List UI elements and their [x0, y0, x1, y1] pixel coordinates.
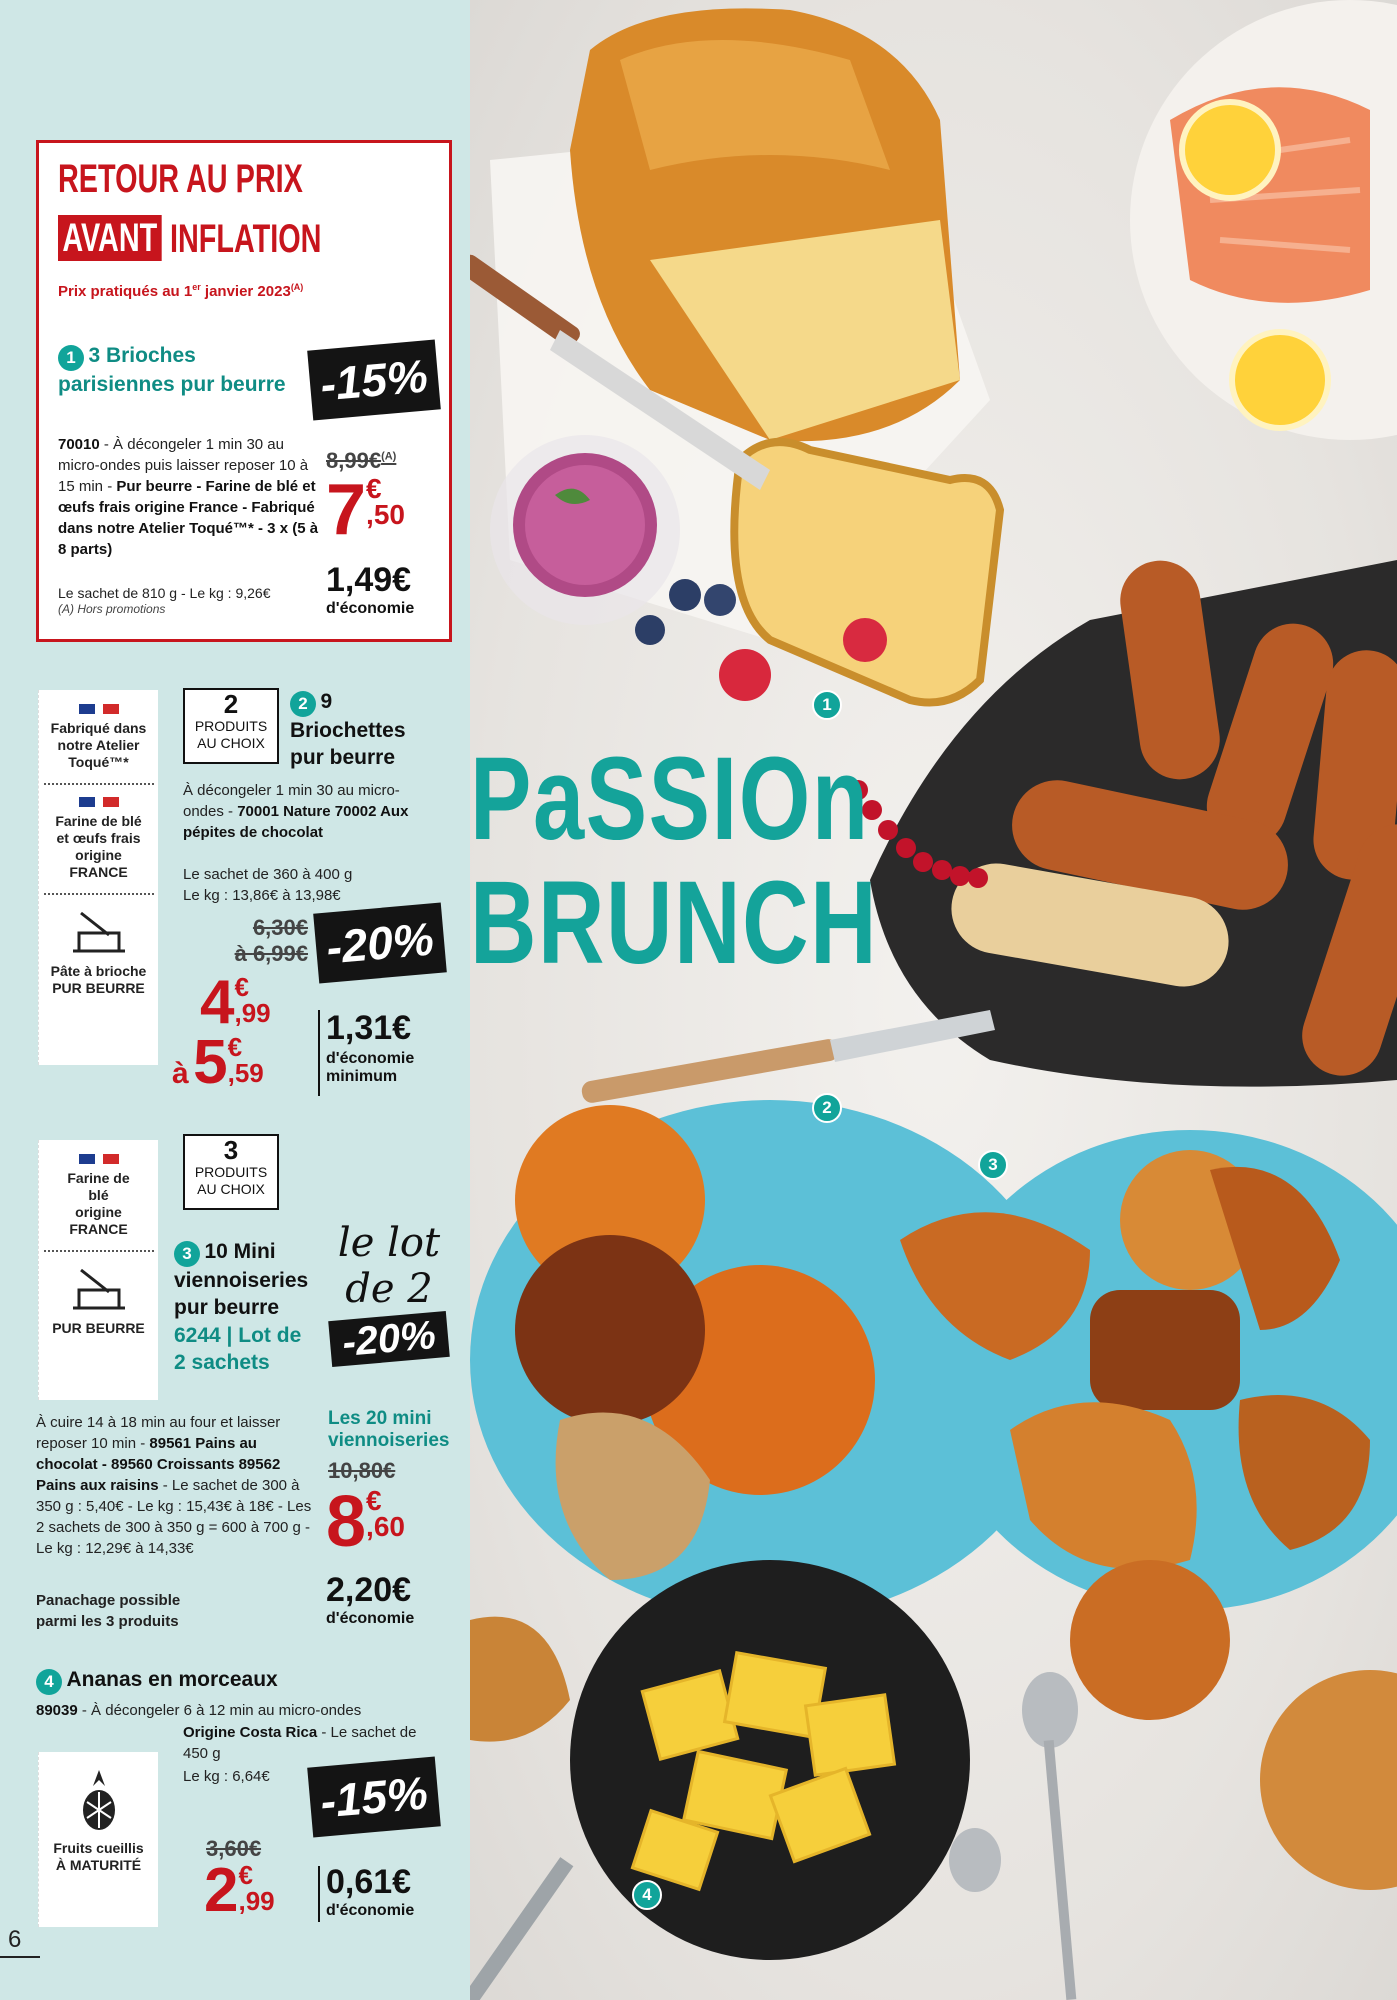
product2-title — [290, 688, 440, 771]
ticket-fruits-cueillis: Fruits cueillis À MATURITÉ — [53, 1840, 144, 1873]
product4-kg: Le kg : 6,64€ — [183, 1768, 270, 1785]
quality-ticket-1 — [38, 690, 158, 1065]
photo-marker-4: 4 — [632, 1880, 662, 1910]
product4-number: 4 — [36, 1669, 62, 1695]
product2-saving-divider — [318, 1010, 320, 1096]
product1-name: 3 Brioches parisiennes pur beurre — [58, 344, 286, 396]
photo-marker-3: 3 — [978, 1150, 1008, 1180]
ticket-pate-a-brioche: Pâte à brioche — [50, 963, 147, 979]
french-flag-icon — [71, 704, 127, 714]
kneading-icon — [69, 907, 129, 957]
product3-name: 10 Mini viennoiseries pur beurre — [174, 1240, 309, 1319]
product3-description: À cuire 14 à 18 min au four et laisser reposer 10 min - 89561 Pains au chocolat - 89560 Croissants 89562 Pains aux raisins - Le sachet de 300 à 350 g : 5,40€ - Le kg : 15,43€ à 18€ - Les 2 sachets de 300 à 350 g = 600 à 700 g - Le kg : 12,29€ à 14,33€ — [36, 1414, 312, 1557]
product3-choice-box: 3 PRODUITS AU CHOIX — [183, 1134, 279, 1210]
product4-description: 89039 - À décongeler 6 à 12 min au micro-ondes — [36, 1702, 362, 1719]
product2-old-price: 6,30€ à 6,99€ — [234, 915, 308, 966]
avant-label: AVANT — [58, 215, 162, 261]
product4-saving-divider — [318, 1866, 320, 1922]
product1-footnote: (A) Hors promotions — [58, 602, 166, 616]
headline — [470, 733, 890, 989]
retour-line1: RETOUR AU PRIX — [58, 157, 303, 201]
product2-discount-badge: -20% — [313, 903, 447, 984]
product3-price: 8 € ,60 — [326, 1482, 405, 1562]
product2-description: À décongeler 1 min 30 au micro-ondes - 70001 Nature 70002 Aux pépites de chocolat — [183, 782, 409, 841]
inflation-label: INFLATION — [170, 217, 322, 261]
quality-ticket-3 — [38, 1752, 158, 1927]
product4-old-price: 3,60€ — [206, 1836, 262, 1861]
product2-weight: Le sachet de 360 à 400 g — [183, 866, 353, 883]
product3-saving: 2,20€ — [326, 1571, 412, 1609]
photo-marker-2: 2 — [812, 1093, 842, 1123]
product3-old-price: 10,80€ — [328, 1458, 396, 1483]
pineapple-icon — [79, 1768, 119, 1832]
product1-price: 7 € ,50 — [326, 470, 405, 550]
headline-line1: PaSSIOn — [470, 733, 870, 865]
page-number-rule — [0, 1956, 40, 1958]
product4-saving: 0,61€ — [326, 1863, 412, 1901]
product4-discount-badge: -15% — [307, 1757, 441, 1838]
product1-weight: Le sachet de 810 g - Le kg : 9,26€ — [58, 585, 271, 601]
page-number: 6 — [8, 1926, 22, 1953]
product2-price-to: à 5 € ,59 — [172, 1028, 264, 1097]
product4-origin: Origine Costa Rica - Le sachet de 450 g — [183, 1724, 417, 1762]
product2-choice-box: 2 PRODUITS AU CHOIX — [183, 688, 279, 764]
product2-kg: Le kg : 13,86€ à 13,98€ — [183, 887, 341, 904]
ticket-fabrique: Fabriqué dans notre Atelier Toqué™* — [50, 720, 147, 770]
product4-price: 2 € ,99 — [204, 1856, 275, 1925]
product3-saving-label: d'économie — [326, 1610, 415, 1627]
product3-lot-badge: le lot de 2 -20% — [330, 1212, 448, 1388]
brunch-photo — [470, 0, 1397, 2000]
product2-number: 2 — [290, 691, 316, 717]
product3-ref: 6244 | Lot de 2 sachets — [174, 1324, 302, 1374]
kneading-icon — [69, 1264, 129, 1314]
product1-title — [58, 342, 308, 398]
product3-label: Les 20 mini viennoiseries — [328, 1408, 450, 1451]
product4-title — [36, 1666, 356, 1695]
product4-saving-label: d'économie — [326, 1902, 415, 1919]
french-flag-icon — [71, 1154, 127, 1164]
product1-discount-badge: -15% — [307, 340, 441, 421]
product1-description: 70010 - À décongeler 1 min 30 au micro-ondes puis laisser reposer 10 à 15 min - Pur beurre - Farine de blé et œufs frais origine France - Fabriqué dans notre Atelier Toqué™* - 3 x (5 à 8 parts) — [58, 436, 319, 558]
product2-saving: 1,31€ — [326, 1009, 412, 1047]
product1-saving: 1,49€ — [326, 561, 412, 599]
product1-number: 1 — [58, 345, 84, 371]
product2-name: 9 Briochettes pur beurre — [290, 690, 406, 769]
prix-note: Prix pratiqués au 1er janvier $2023^{(A)}$ — [58, 282, 304, 300]
ticket-pur-beurre-2: PUR BEURRE — [52, 1320, 145, 1336]
quality-ticket-2 — [38, 1140, 158, 1400]
product2-saving-label: d'économie minimum — [326, 1050, 415, 1085]
photo-marker-1: 1 — [812, 690, 842, 720]
food-illustration — [470, 0, 1397, 2000]
product1-old-price: 8,99€$^{(A)}$ — [326, 448, 397, 473]
product3-title — [174, 1238, 324, 1321]
headline-line2: BRUNCH — [470, 857, 879, 989]
french-flag-icon — [71, 797, 127, 807]
ticket-farine-origine: Farine de blé origine FRANCE — [67, 1170, 130, 1237]
ticket-farine: Farine de blé et œufs frais origine FRANCE — [55, 813, 142, 880]
product1-saving-label: d'économie — [326, 600, 415, 617]
product4-name: Ananas en morceaux — [66, 1668, 278, 1691]
ticket-pur-beurre: PUR BEURRE — [52, 980, 145, 996]
product2-price-from: 4 € ,99 — [200, 968, 271, 1037]
product3-mix: Panachage possible parmi les 3 produits — [36, 1592, 181, 1630]
product3-number: 3 — [174, 1241, 200, 1267]
